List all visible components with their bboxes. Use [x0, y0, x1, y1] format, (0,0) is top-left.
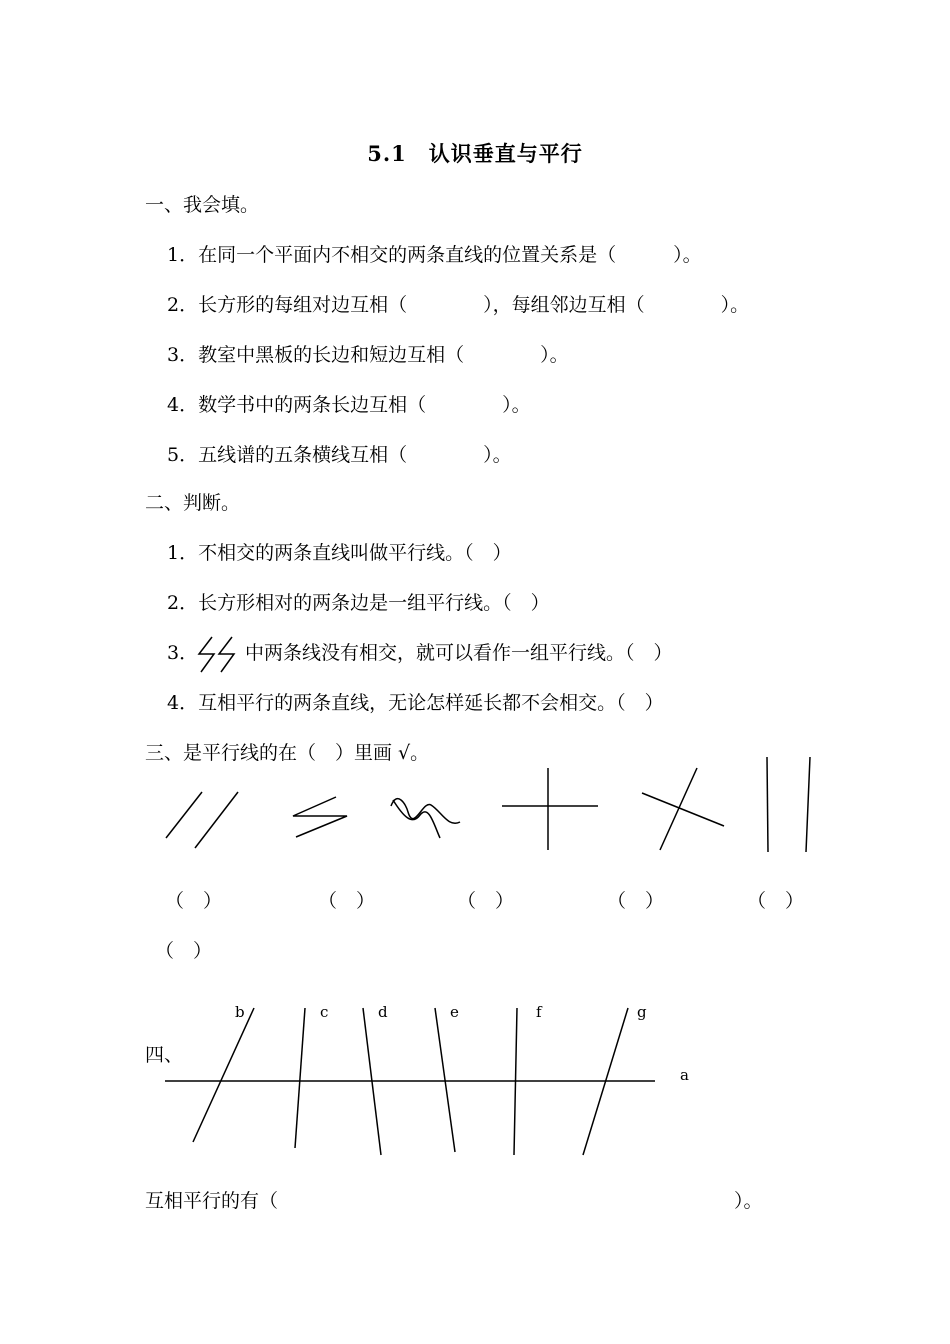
- zigzag-figure-inline: [199, 637, 234, 672]
- line-label-g: g: [637, 1003, 647, 1021]
- line-label-c: c: [320, 1003, 329, 1021]
- page-title: 5.1 认识垂直与平行: [367, 141, 583, 166]
- fig1-line-2: [195, 792, 238, 848]
- zigzag-line-1: [199, 637, 214, 672]
- section-3-heading: 三、是平行线的在（ ）里画 √。: [145, 742, 430, 764]
- fig6-line-2: [806, 757, 810, 852]
- line-label-a: a: [680, 1066, 689, 1084]
- line-label-e: e: [450, 1003, 459, 1021]
- judge-item-3-prefix: 3．: [167, 642, 199, 664]
- answer-bracket-5: （ ）: [747, 890, 805, 912]
- judge-item-3-text: 中两条线没有相交，就可以看作一组平行线。（ ）: [245, 642, 673, 664]
- line-c: [295, 1008, 305, 1148]
- answer-bracket-2: （ ）: [318, 890, 376, 912]
- fig6-line-1: [767, 757, 768, 852]
- line-e: [435, 1008, 455, 1152]
- line-label-b: b: [235, 1003, 245, 1021]
- fig2-zigzag: [293, 797, 347, 837]
- judge-item-4: 4．互相平行的两条直线，无论怎样延长都不会相交。（ ）: [167, 692, 664, 714]
- line-label-d: d: [378, 1003, 388, 1021]
- section-4-heading: 四、: [145, 1044, 184, 1066]
- judge-item-2: 2．长方形相对的两条边是一组平行线。（ ）: [167, 592, 550, 614]
- figure-3-wavy-lines: [391, 799, 460, 838]
- figure-6-two-verticals: [767, 757, 810, 852]
- fig5-line-1: [660, 768, 697, 850]
- zigzag-line-2: [219, 637, 234, 672]
- fill-item-1: 1．在同一个平面内不相交的两条直线的位置关系是（ ）。: [167, 244, 702, 266]
- answer-bracket-6: （ ）: [155, 940, 213, 962]
- fill-item-2: 2．长方形的每组对边互相（ ），每组邻边互相（ ）。: [167, 294, 750, 316]
- section-2-heading: 二、判断。: [145, 492, 241, 514]
- figure-2-z-shape: [293, 797, 347, 837]
- fill-item-3: 3．教室中黑板的长边和短边互相（ ）。: [167, 344, 569, 366]
- figure-1-parallel-diagonals: [166, 792, 238, 848]
- section-4-line-figure: [165, 1008, 655, 1155]
- answer-bracket-4: （ ）: [607, 890, 665, 912]
- line-b: [193, 1008, 254, 1142]
- figure-5-intersecting-lines: [642, 768, 724, 850]
- parallel-answer-line: 互相平行的有（ ）。: [145, 1190, 763, 1212]
- section-1-heading: 一、我会填。: [145, 194, 260, 216]
- fill-item-4: 4．数学书中的两条长边互相（ ）。: [167, 394, 531, 416]
- figure-4-cross: [502, 768, 598, 850]
- judge-item-1: 1．不相交的两条直线叫做平行线。（ ）: [167, 542, 512, 564]
- fig1-line-1: [166, 792, 202, 838]
- answer-bracket-3: （ ）: [457, 890, 515, 912]
- line-label-f: f: [536, 1003, 542, 1021]
- fill-item-5: 5．五线谱的五条横线互相（ ）。: [167, 444, 512, 466]
- answer-bracket-1: （ ）: [165, 890, 223, 912]
